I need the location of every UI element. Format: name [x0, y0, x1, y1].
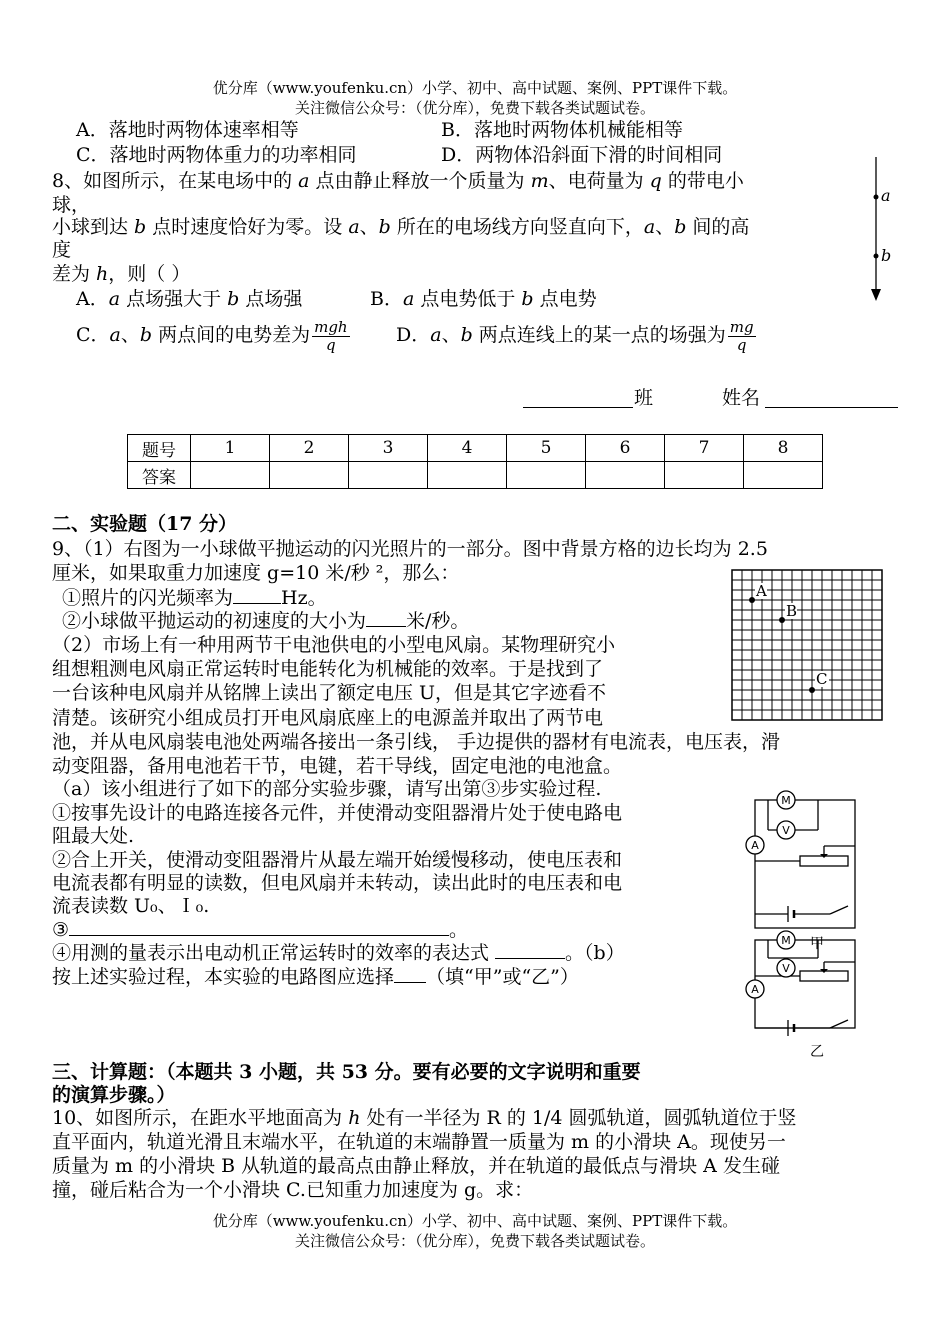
section-2-title: 二、实验题（17 分） — [52, 513, 238, 535]
grid-point-c-label: C — [816, 670, 828, 688]
answer-table-answer-row — [128, 462, 823, 489]
circuit-yi-label: 乙 — [810, 1044, 824, 1060]
answer-table-number-5: 5 — [507, 435, 586, 462]
circuit-diagrams — [738, 788, 918, 1063]
answer-table — [127, 434, 823, 489]
blank-efficiency[interactable] — [495, 958, 565, 959]
q9-line-10: 动变阻器，备用电池若干节，电键，若干导线，固定电池的电池盒。 — [52, 755, 623, 777]
footer-line-1: 优分库（www.youfenku.cn）小学、初中、高中试题、案例、PPT课件下载。 — [212, 1212, 738, 1230]
q10-line-3: 质量为 m 的小滑块 B 从轨道的最高点由静止释放，并在轨道的最低点与滑块 A 发生碰 — [52, 1155, 780, 1177]
section-3-title-line-2: 的演算步骤。） — [52, 1084, 176, 1106]
answer-table-number-6: 6 — [586, 435, 665, 462]
footer-line-2: 关注微信公众号：（优分库），免费下载各类试题试卷。 — [294, 1232, 655, 1250]
q8-option-d: D．a、b 两点连线上的某一点的场强为 $\frac{mg}{q}$ — [396, 317, 754, 354]
class-label: 班 — [634, 387, 654, 409]
q10-line-4: 撞，碰后粘合为一个小滑块 C.已知重力加速度为 g。求： — [52, 1179, 534, 1201]
q8-line-3: 小球到达 b 点时速度恰好为零。设 a、b 所在的电场线方向竖直向下，a、b 间的高 — [52, 216, 750, 238]
class-blank — [523, 407, 633, 408]
blank-velocity[interactable] — [366, 626, 406, 627]
q9-line-7: 一台该种电风扇并从铭牌上读出了额定电压 U，但是其它字迹看不 — [52, 682, 607, 704]
q9-line-15: 电流表都有明显的读数，但电风扇并未转动，读出此时的电压表和电 — [52, 872, 623, 894]
answer-cell[interactable] — [270, 462, 349, 489]
voltmeter-label: V — [782, 824, 790, 837]
q8-line-1: 8、如图所示，在某电场中的 a 点由静止释放一个质量为 m、电荷量为 q 的带电小 — [52, 170, 744, 192]
answer-table-row1-label: 题号 — [128, 435, 191, 462]
q9-line-17: ③ 。 — [52, 919, 469, 941]
q9-line-8: 清楚。该研究小组成员打开电风扇底座上的电源盖并取出了两节电 — [52, 707, 604, 729]
fan-m-label: M — [781, 794, 791, 807]
q9-line-16: 流表读数 U₀、Ｉ₀. — [52, 895, 210, 917]
q9-line-9: 池，并从电风扇装电池处两端各接出一条引线， 手边提供的器材有电流表，电压表，滑 — [52, 731, 781, 753]
point-a-label: a — [881, 186, 891, 205]
q9-line-11: （a）该小组进行了如下的部分实验步骤，请写出第③步实验过程. — [52, 778, 602, 800]
q9-line-4: ②小球做平抛运动的初速度的大小为 米/秒。 — [62, 610, 470, 632]
answer-table-number-row — [128, 435, 823, 462]
answer-table-number-3: 3 — [349, 435, 428, 462]
answer-table-number-4: 4 — [428, 435, 507, 462]
fraction-mgh-over-q: $\frac{\text{mgh}}{q}$ — [314, 317, 348, 354]
point-b-label: b — [881, 246, 892, 265]
q8-option-c: C．a、b 两点间的电势差为 $\frac{\text{mgh}}{q}$ — [76, 317, 348, 354]
answer-cell[interactable] — [507, 462, 586, 489]
q8-option-a: A．a 点场强大于 b 点场强 — [76, 288, 303, 310]
q9-line-2: 厘米，如果取重力加速度 g=10 米/秒 ²，那么： — [52, 562, 460, 584]
answer-table-number-1: 1 — [191, 435, 270, 462]
q9-line-14: ②合上开关，使滑动变阻器滑片从最左端开始缓慢移动，使电压表和 — [52, 849, 623, 871]
q8-line-5: 差为 h，则（ ） — [52, 263, 191, 285]
q9-line-19: 按上述实验过程，本实验的电路图应选择 （填“甲”或“乙”） — [52, 966, 579, 988]
q8-line-2: 球， — [52, 194, 91, 216]
q9-line-13: 阻最大处. — [52, 825, 135, 847]
q9-line-1: 9、（1）右图为一小球做平抛运动的闪光照片的一部分。图中背景方格的边长均为 2.5 — [52, 538, 768, 560]
q8-option-b: B．a 点电势低于 b 点电势 — [370, 288, 597, 310]
q7-option-a: A．落地时两物体速率相等 — [76, 119, 299, 141]
grid-point-a-label: A — [756, 582, 767, 600]
answer-table-number-2: 2 — [270, 435, 349, 462]
answer-cell[interactable] — [665, 462, 744, 489]
q9-line-12: ①按事先设计的电路连接各元件，并使滑动变阻器滑片处于使电路电 — [52, 802, 623, 824]
fan-m-label-2: M — [781, 934, 791, 947]
q7-option-b: B．落地时两物体机械能相等 — [441, 119, 683, 141]
ammeter-label-2: A — [751, 983, 759, 996]
q10-line-1: 10、如图所示，在距水平地面高为 h 处有一半径为 R 的 1/4 圆弧轨道，圆弧轨道位于竖 — [52, 1107, 797, 1129]
blank-circuit-choice[interactable] — [394, 982, 426, 983]
q9-line-6: 组想粗测电风扇正常运转时电能转化为机械能的效率。于是找到了 — [52, 658, 604, 680]
answer-cell[interactable] — [744, 462, 823, 489]
q8-line-4: 度 — [52, 239, 72, 261]
name-label: 姓名 — [722, 387, 761, 409]
ammeter-label: A — [751, 839, 759, 852]
electric-field-line-figure — [862, 155, 902, 305]
q9-line-18: ④用测的量表示出电动机正常运转时的效率的表达式 。（b） — [52, 942, 625, 964]
answer-cell[interactable] — [428, 462, 507, 489]
q7-option-c: C．落地时两物体重力的功率相同 — [76, 144, 357, 166]
header-line-1: 优分库（www.youfenku.cn）小学、初中、高中试题、案例、PPT课件下载。 — [212, 79, 738, 97]
blank-step-3[interactable] — [69, 935, 449, 936]
section-3-title-line-1: 三、计算题：（本题共 3 小题，共 53 分。要有必要的文字说明和重要 — [52, 1061, 641, 1083]
answer-table-number-8: 8 — [744, 435, 823, 462]
q9-line-3: ①照片的闪光频率为 Hz。 — [62, 587, 327, 609]
grid-point-b-label: B — [786, 602, 798, 620]
circuit-jia-label: 甲 — [810, 936, 824, 952]
answer-table-number-7: 7 — [665, 435, 744, 462]
projectile-grid-figure — [728, 565, 888, 725]
answer-table-row2-label: 答案 — [128, 462, 191, 489]
answer-cell[interactable] — [586, 462, 665, 489]
q9-line-5: （2）市场上有一种用两节干电池供电的小型电风扇。某物理研究小 — [52, 634, 616, 656]
q7-option-d: D．两物体沿斜面下滑的时间相同 — [441, 144, 723, 166]
fraction-mg-over-q: $\frac{mg}{q}$ — [729, 317, 754, 354]
voltmeter-label-2: V — [782, 962, 790, 975]
name-blank — [765, 407, 898, 408]
answer-cell[interactable] — [191, 462, 270, 489]
header-line-2: 关注微信公众号：（优分库），免费下载各类试题试卷。 — [294, 99, 655, 117]
q10-line-2: 直平面内，轨道光滑且末端水平，在轨道的末端静置一质量为 m 的小滑块 A。现使另一 — [52, 1131, 786, 1153]
blank-frequency[interactable] — [233, 603, 281, 604]
answer-cell[interactable] — [349, 462, 428, 489]
